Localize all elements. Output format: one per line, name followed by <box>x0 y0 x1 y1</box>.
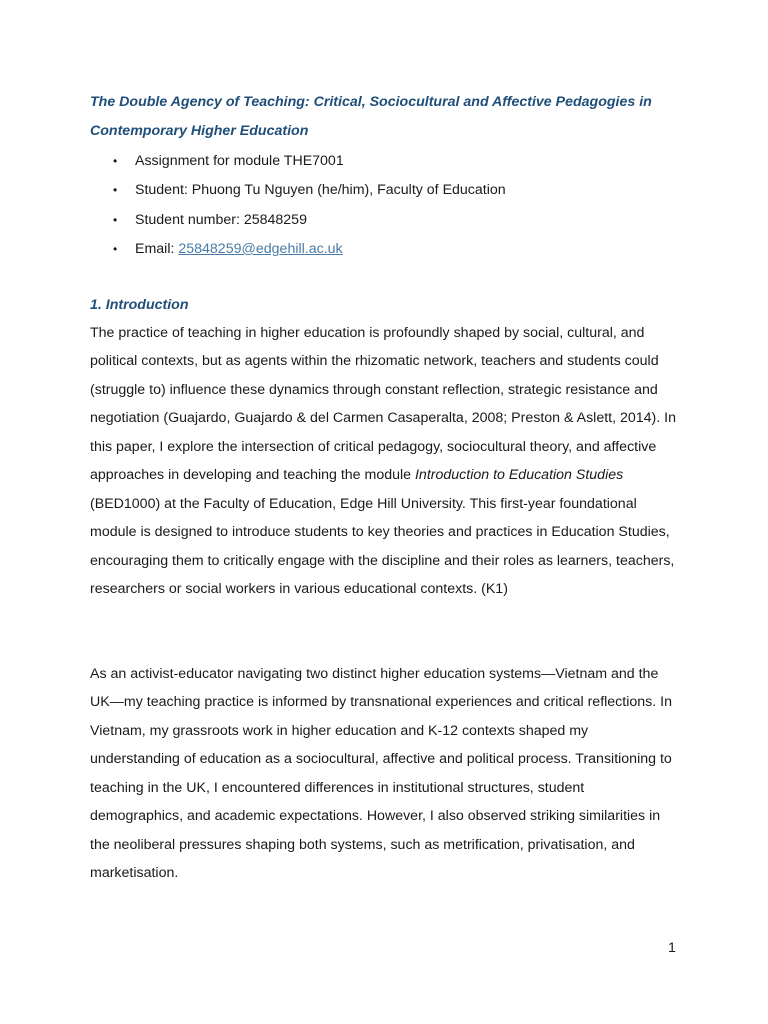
email-label: Email: <box>135 240 179 257</box>
page-number: 1 <box>668 940 676 956</box>
introduction-paragraph-2: As an activist-educator navigating two distinct higher education systems—Vietnam and the UK—my teaching practice is informed by transnational experiences and critical reflections. In Vietnam, my grassroots work in higher education and K-12 contexts shaped my understanding of education as a sociocultural, affective and political process. Transitioning to teaching in the UK, I encountered differences in institutional structures, student demographics, and academic expectations. However, I also observed striking similarities in the neoliberal pressures shaping both systems, such as metrification, privatisation, and marketisation. <box>90 666 672 882</box>
email-link[interactable]: 25848259@edgehill.ac.uk <box>178 240 343 257</box>
bullet-icon: • <box>113 183 118 198</box>
list-item-assignment <box>90 147 690 176</box>
section-heading-introduction: 1. Introduction <box>90 297 189 313</box>
bullet-icon: • <box>113 241 118 256</box>
list-item-student-number <box>90 206 690 235</box>
paragraph-1-text-a: The practice of teaching in higher education is profoundly shaped by social, cultural, and political contexts, but as agents within the rhizomatic network, teachers and students could (struggle to) influence these dynamics through constant reflection, strategic resistance and negotiation (Guajardo, Guajardo & del Carmen Casaperalta, 2008; Preston & Aslett, 2014). In this paper, I explore the intersection of critical pedagogy, sociocultural theory, and affective approaches in developing and teaching the module <box>90 325 676 484</box>
info-list <box>90 147 690 264</box>
student-text: Student: Phuong Tu Nguyen (he/him), Faculty of Education <box>135 182 506 199</box>
module-title-italic: Introduction to Education Studies <box>414 467 624 484</box>
student-number-text: Student number: 25848259 <box>135 211 307 228</box>
introduction-paragraph-1 <box>90 319 680 604</box>
document-title: The Double Agency of Teaching: Critical, Sociocultural and Affective Pedagogies in Contemporary Higher Education <box>90 94 652 139</box>
paragraph-1-text-b: (BED1000) at the Faculty of Education, Edge Hill University. This first-year foundational module is designed to introduce students to key theories and practices in Education Studies, encouraging them to critically engage with the discipline and their roles as learners, teachers, researchers or social workers in various educational contexts. (K1) <box>90 495 675 598</box>
bullet-icon: • <box>113 154 118 168</box>
list-item-student <box>90 176 690 205</box>
assignment-text: Assignment for module THE7001 <box>135 153 344 169</box>
list-item-email <box>90 235 690 264</box>
bullet-icon: • <box>113 212 118 227</box>
